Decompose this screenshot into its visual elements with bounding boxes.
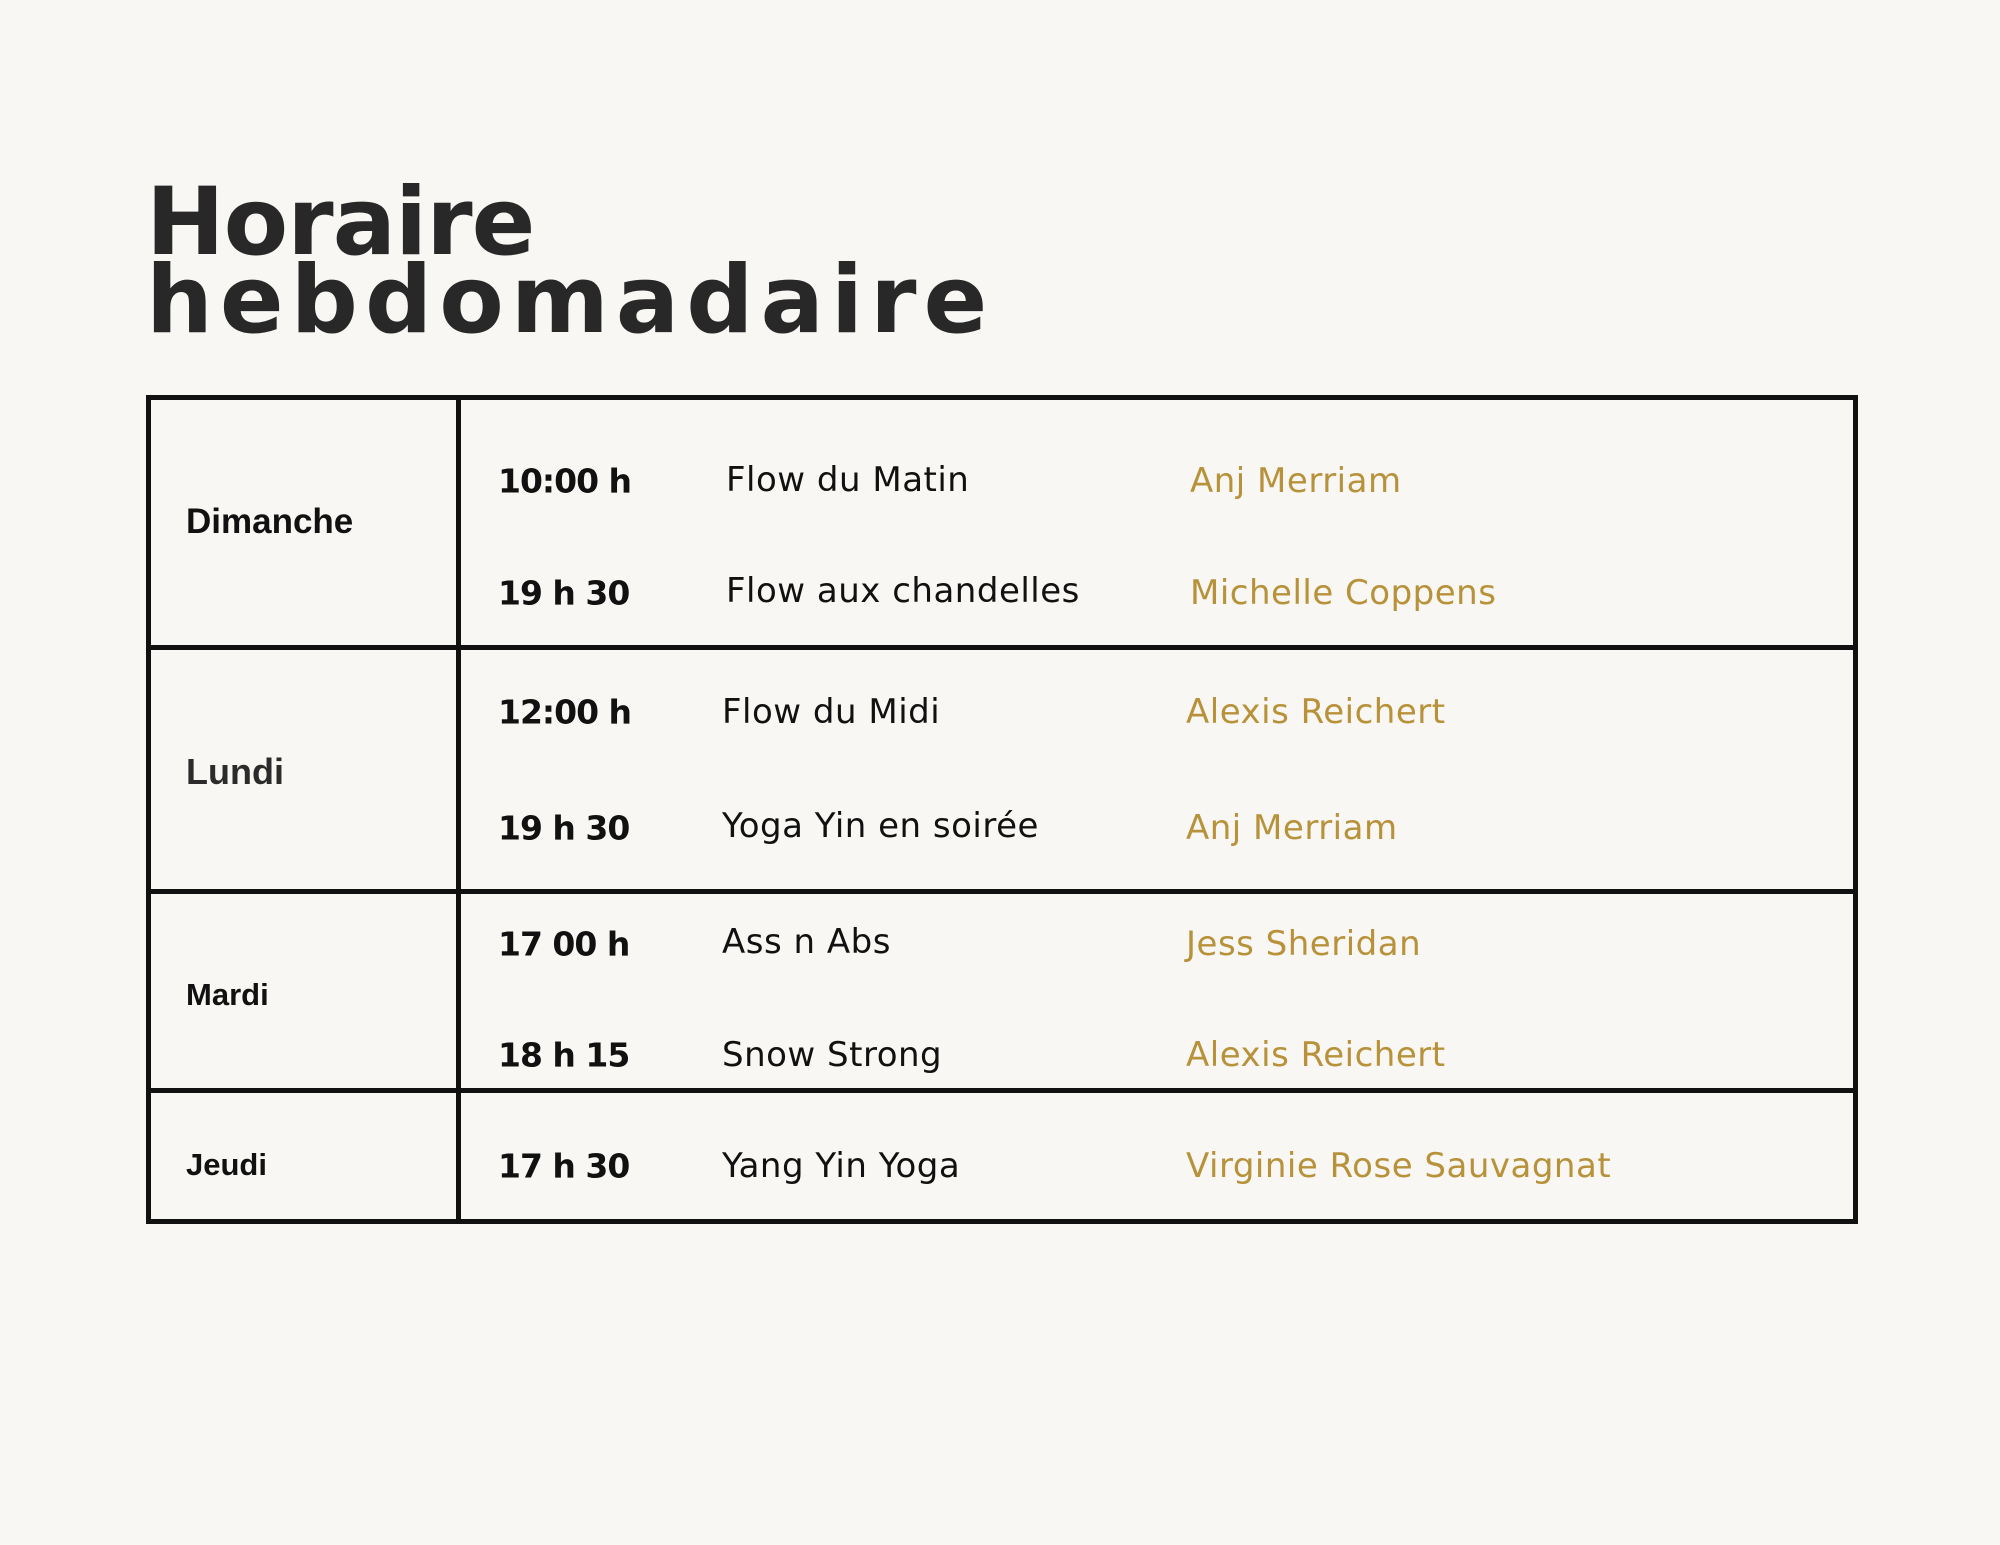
- session-instructor: Alexis Reichert: [1186, 1035, 1446, 1075]
- day-label-mardi: Mardi: [186, 977, 269, 1012]
- session-time: 10:00 h: [498, 461, 632, 501]
- session-class: Flow du Matin: [726, 460, 970, 500]
- session-time: 12:00 h: [498, 692, 632, 732]
- day-block-lundi: [151, 645, 1853, 889]
- schedule-table: [146, 395, 1858, 1224]
- session-instructor: Virginie Rose Sauvagnat: [1186, 1146, 1612, 1186]
- session-class: Yang Yin Yoga: [722, 1146, 961, 1186]
- session-class: Snow Strong: [722, 1035, 943, 1075]
- session-time: 19 h 30: [498, 808, 630, 848]
- day-label-jeudi: Jeudi: [186, 1147, 267, 1182]
- day-block-jeudi: [151, 1088, 1853, 1219]
- day-block-dimanche: [151, 400, 1853, 645]
- session-instructor: Anj Merriam: [1190, 461, 1402, 501]
- session-class: Yoga Yin en soirée: [722, 806, 1039, 846]
- page-title-line2: hebdomadaire: [146, 246, 995, 355]
- session-instructor: Alexis Reichert: [1186, 692, 1446, 732]
- session-class: Ass n Abs: [722, 922, 891, 962]
- session-time: 17 00 h: [498, 924, 630, 964]
- session-instructor: Jess Sheridan: [1186, 924, 1422, 964]
- session-time: 17 h 30: [498, 1146, 630, 1186]
- session-time: 19 h 30: [498, 573, 630, 613]
- column-divider: [456, 650, 461, 889]
- day-label-lundi: Lundi: [186, 751, 284, 792]
- page-title: [146, 168, 995, 355]
- session-class: Flow aux chandelles: [726, 571, 1080, 611]
- day-label-dimanche: Dimanche: [186, 502, 354, 541]
- column-divider: [456, 1093, 461, 1219]
- day-block-mardi: [151, 889, 1853, 1088]
- column-divider: [456, 400, 461, 645]
- session-instructor: Anj Merriam: [1186, 808, 1398, 848]
- column-divider: [456, 894, 461, 1088]
- session-instructor: Michelle Coppens: [1190, 573, 1497, 613]
- session-class: Flow du Midi: [722, 692, 941, 732]
- page-title-line1: Horaire: [146, 168, 535, 277]
- session-time: 18 h 15: [498, 1035, 630, 1075]
